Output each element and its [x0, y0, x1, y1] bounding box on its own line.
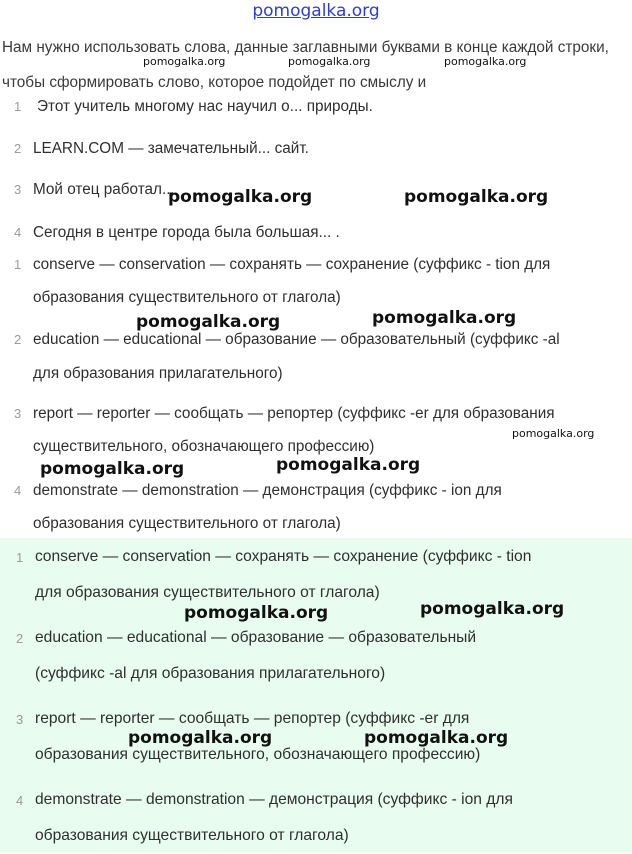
watermark: pomogalka.org: [364, 728, 509, 748]
question-text: Мой отец работал...: [33, 181, 175, 198]
question-number: 4: [14, 225, 22, 240]
question-text: LEARN.COM — замечательный... сайт.: [33, 140, 309, 157]
question-number: 3: [14, 182, 22, 197]
answer-line: образования существительного от глагола): [33, 289, 341, 306]
answer-number: 1: [16, 550, 24, 565]
answer-number: 4: [16, 793, 24, 808]
answer-line: demonstrate — demonstration — демонстрация (суффикс - ion для: [33, 482, 502, 499]
site-header-link[interactable]: pomogalka.org: [252, 1, 380, 21]
watermark: pomogalka.org: [184, 603, 329, 623]
question-number: 2: [14, 141, 22, 156]
watermark: pomogalka.org: [372, 308, 517, 328]
answer-line: (суффикс -al для образования прилагательного): [35, 665, 386, 682]
answer-line: conserve — conservation — сохранять — сохранение (суффикс - tion: [35, 548, 532, 565]
answer-line: для образования прилагательного): [33, 365, 283, 382]
answer-line: education — educational — образование — образовательный: [35, 629, 477, 646]
question-text: Сегодня в центре города была большая... .: [33, 224, 340, 241]
answer-number: 2: [16, 631, 24, 646]
answer-number: 3: [16, 712, 24, 727]
answer-line: education — educational — образование — образовательный (суффикс -al: [33, 331, 560, 348]
answer-line: report — reporter — сообщать — репортер (суффикс -er для: [35, 710, 470, 727]
watermark: pomogalka.org: [136, 312, 281, 332]
answer-line: для образования существительного от глагола): [35, 584, 380, 601]
answer-line: conserve — conservation — сохранять — сохранение (суффикс - tion для: [33, 256, 551, 273]
watermark: pomogalka.org: [404, 187, 549, 207]
intro-text: Нам нужно использовать слова, данные заглавными буквами в конце каждой строки, чтобы сформировать слово, которое подойдет по смыслу и: [2, 39, 609, 91]
watermark: pomogalka.org: [40, 459, 185, 479]
answer-line: образования существительного от глагола): [33, 515, 341, 532]
watermark: pomogalka.org: [444, 55, 527, 68]
answer-line: образования существительного от глагола): [35, 827, 349, 844]
watermark: pomogalka.org: [168, 187, 313, 207]
watermark: pomogalka.org: [288, 55, 371, 68]
answer-line: образования существительного, обозначающего профессию): [35, 746, 481, 763]
watermark: pomogalka.org: [512, 427, 595, 440]
answer-number: 2: [14, 332, 22, 347]
answer-number: 1: [14, 257, 22, 272]
answer-line: demonstrate — demonstration — демонстрация (суффикс - ion для: [35, 791, 513, 808]
watermark: pomogalka.org: [276, 455, 421, 475]
watermark: pomogalka.org: [128, 728, 273, 748]
answer-number: 4: [14, 483, 22, 498]
watermark: pomogalka.org: [420, 599, 565, 619]
question-number: 1: [14, 99, 22, 114]
question-text: Этот учитель многому нас научил о... природы.: [37, 98, 373, 115]
answer-number: 3: [14, 406, 22, 421]
answer-line: существительного, обозначающего профессию): [33, 438, 375, 455]
watermark: pomogalka.org: [143, 55, 226, 68]
answer-line: report — reporter — сообщать — репортер (суффикс -er для образования: [33, 405, 555, 422]
